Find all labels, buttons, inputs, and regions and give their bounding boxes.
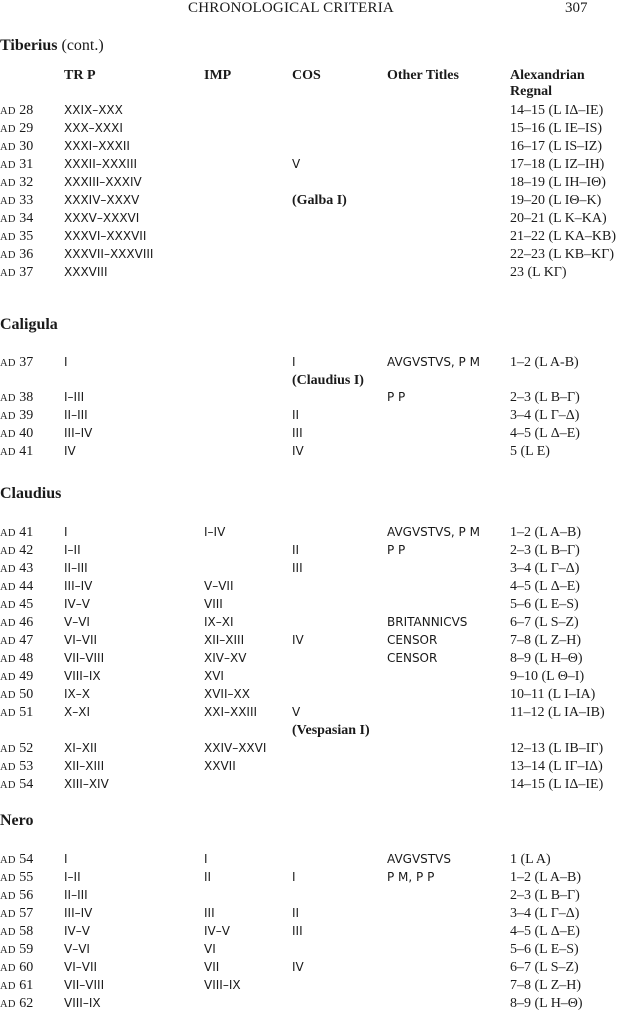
tr-p-cell: II–III bbox=[64, 408, 88, 422]
year-cell bbox=[0, 906, 33, 922]
page-number: 307 bbox=[565, 0, 588, 16]
year-value: 57 bbox=[19, 906, 34, 921]
imp-cell: XVI bbox=[204, 669, 224, 683]
imp-cell: IX–XI bbox=[204, 615, 234, 629]
tr-p-cell: V–VI bbox=[64, 615, 90, 629]
ad-label: AD bbox=[0, 411, 16, 422]
year-cell bbox=[0, 229, 33, 245]
year-value: 56 bbox=[19, 888, 34, 903]
tr-p-cell: VIII–IX bbox=[64, 996, 101, 1010]
tr-p-cell: VII–VIII bbox=[64, 978, 105, 992]
table-row bbox=[0, 996, 618, 1014]
table-row bbox=[0, 852, 618, 870]
tr-p-cell: XXX–XXXI bbox=[64, 121, 123, 135]
year-cell bbox=[0, 687, 33, 703]
year-cell bbox=[0, 741, 33, 757]
tr-p-cell: V–VI bbox=[64, 942, 90, 956]
tr-p-cell: XXIX–XXX bbox=[64, 103, 123, 117]
alexandrian-regnal-cell: 7–8 (L Z–H) bbox=[510, 978, 582, 993]
year-value: 33 bbox=[19, 193, 34, 208]
cos-cell: V bbox=[292, 705, 301, 719]
alexandrian-regnal-cell: 2–3 (L B–Γ) bbox=[510, 888, 580, 903]
year-cell bbox=[0, 408, 33, 424]
ad-label: AD bbox=[0, 214, 16, 225]
cos-cell: V bbox=[292, 157, 301, 171]
alexandrian-regnal-cell: 3–4 (L Γ–Δ) bbox=[510, 906, 580, 921]
imp-cell: VII bbox=[204, 960, 220, 974]
year-value: 49 bbox=[19, 669, 34, 684]
year-value: 61 bbox=[19, 978, 34, 993]
alexandrian-regnal-cell: 1–2 (L A-B) bbox=[510, 355, 579, 370]
other-titles-cell: BRITANNICVS bbox=[387, 615, 468, 629]
imp-cell: I–IV bbox=[204, 525, 226, 539]
year-cell bbox=[0, 960, 33, 976]
ad-label: AD bbox=[0, 672, 16, 683]
table-row bbox=[0, 942, 618, 960]
other-titles-cell: AVGVSTVS, P M bbox=[387, 525, 480, 539]
table-row bbox=[0, 103, 618, 121]
year-value: 44 bbox=[19, 579, 34, 594]
year-cell bbox=[0, 444, 33, 460]
col-header-other-titles: Other Titles bbox=[387, 68, 459, 83]
alexandrian-regnal-cell: 3–4 (L Γ–Δ) bbox=[510, 561, 580, 576]
alexandrian-regnal-cell: 16–17 (L IS–IZ) bbox=[510, 139, 603, 154]
table-row bbox=[0, 390, 618, 408]
year-cell bbox=[0, 870, 33, 886]
year-value: 37 bbox=[19, 355, 34, 370]
tr-p-cell: I bbox=[64, 355, 68, 369]
ad-label: AD bbox=[0, 393, 16, 404]
tr-p-cell: XXXVIII bbox=[64, 265, 108, 279]
imp-cell: VIII–IX bbox=[204, 978, 241, 992]
ad-label: AD bbox=[0, 178, 16, 189]
year-cell bbox=[0, 157, 33, 173]
cos-cell: III bbox=[292, 924, 303, 938]
table-row bbox=[0, 579, 618, 597]
section-name: Caligula bbox=[0, 316, 58, 333]
section-heading-caligula bbox=[0, 316, 58, 334]
year-value: 35 bbox=[19, 229, 34, 244]
ad-label: AD bbox=[0, 124, 16, 135]
other-titles-cell: AVGVSTVS bbox=[387, 852, 451, 866]
table-row bbox=[0, 651, 618, 669]
table-row bbox=[0, 211, 618, 229]
alexandrian-regnal-cell: 1 (L A) bbox=[510, 852, 551, 867]
alexandrian-regnal-cell: 1–2 (L A–B) bbox=[510, 525, 582, 540]
year-value: 32 bbox=[19, 175, 34, 190]
imp-cell: XIV–XV bbox=[204, 651, 247, 665]
alexandrian-regnal-cell: 11–12 (L IA–IB) bbox=[510, 705, 605, 720]
table-row bbox=[0, 175, 618, 193]
year-cell bbox=[0, 924, 33, 940]
ad-label: AD bbox=[0, 999, 16, 1010]
tr-p-cell: I–II bbox=[64, 870, 81, 884]
year-value: 48 bbox=[19, 651, 34, 666]
col-header-cos: COS bbox=[292, 68, 321, 83]
year-cell bbox=[0, 996, 33, 1012]
year-value: 38 bbox=[19, 390, 34, 405]
year-cell bbox=[0, 942, 33, 958]
alexandrian-regnal-cell: 4–5 (L Δ–E) bbox=[510, 924, 580, 939]
year-cell bbox=[0, 597, 33, 613]
table-row bbox=[0, 265, 618, 283]
tr-p-cell: XXXV–XXXVI bbox=[64, 211, 140, 225]
table-row bbox=[0, 705, 618, 723]
tr-p-cell: XII–XIII bbox=[64, 759, 105, 773]
col-header-alexandrian-regnal bbox=[510, 68, 585, 100]
year-cell bbox=[0, 705, 33, 721]
table-row bbox=[0, 978, 618, 996]
ad-label: AD bbox=[0, 654, 16, 665]
year-value: 54 bbox=[19, 852, 34, 867]
ad-label: AD bbox=[0, 564, 16, 575]
year-value: 41 bbox=[19, 525, 34, 540]
tr-p-cell: XXXI–XXXII bbox=[64, 139, 130, 153]
alexandrian-regnal-cell: 3–4 (L Γ–Δ) bbox=[510, 408, 580, 423]
year-cell bbox=[0, 579, 33, 595]
year-cell bbox=[0, 888, 33, 904]
year-value: 45 bbox=[19, 597, 34, 612]
ad-label: AD bbox=[0, 927, 16, 938]
cos-cell: III bbox=[292, 561, 303, 575]
ad-label: AD bbox=[0, 106, 16, 117]
ad-label: AD bbox=[0, 873, 16, 884]
col-header-imp: IMP bbox=[204, 68, 232, 83]
table-row bbox=[0, 247, 618, 265]
alexandrian-regnal-cell: 14–15 (L IΔ–IE) bbox=[510, 103, 604, 118]
year-value: 55 bbox=[19, 870, 34, 885]
tr-p-cell: IV–V bbox=[64, 924, 90, 938]
alexandrian-regnal-cell: 21–22 (L KA–KB) bbox=[510, 229, 617, 244]
alexandrian-regnal-cell: 18–19 (L IH–IΘ) bbox=[510, 175, 606, 190]
ad-label: AD bbox=[0, 708, 16, 719]
table-row bbox=[0, 633, 618, 651]
table-row bbox=[0, 426, 618, 444]
table-row bbox=[0, 525, 618, 543]
ad-label: AD bbox=[0, 160, 16, 171]
year-value: 37 bbox=[19, 265, 34, 280]
tr-p-cell: III–IV bbox=[64, 426, 93, 440]
ad-label: AD bbox=[0, 142, 16, 153]
year-value: 53 bbox=[19, 759, 34, 774]
section-heading-nero bbox=[0, 812, 33, 830]
ad-label: AD bbox=[0, 744, 16, 755]
ad-label: AD bbox=[0, 250, 16, 261]
ad-label: AD bbox=[0, 358, 16, 369]
imp-cell: XII–XIII bbox=[204, 633, 245, 647]
year-value: 40 bbox=[19, 426, 34, 441]
imp-cell: VIII bbox=[204, 597, 223, 611]
year-cell bbox=[0, 211, 33, 227]
ad-label: AD bbox=[0, 855, 16, 866]
tr-p-cell: I bbox=[64, 852, 68, 866]
year-cell bbox=[0, 103, 33, 119]
year-value: 43 bbox=[19, 561, 34, 576]
tr-p-cell: VI–VII bbox=[64, 960, 98, 974]
section-name: Tiberius bbox=[0, 37, 58, 54]
year-value: 60 bbox=[19, 960, 34, 975]
table-row bbox=[0, 193, 618, 211]
year-value: 59 bbox=[19, 942, 34, 957]
ad-label: AD bbox=[0, 636, 16, 647]
table-row bbox=[0, 906, 618, 924]
imp-cell: V–VII bbox=[204, 579, 234, 593]
cos-cell: III bbox=[292, 426, 303, 440]
alexandrian-regnal-cell: 5 (L E) bbox=[510, 444, 550, 459]
year-cell bbox=[0, 265, 33, 281]
year-cell bbox=[0, 633, 33, 649]
year-value: 41 bbox=[19, 444, 34, 459]
table-row bbox=[0, 597, 618, 615]
table-row bbox=[0, 669, 618, 687]
cos-cell: II bbox=[292, 408, 300, 422]
alexandrian-regnal-cell: 23 (L KΓ) bbox=[510, 265, 567, 280]
page-title: CHRONOLOGICAL CRITERIA bbox=[188, 0, 394, 16]
year-value: 29 bbox=[19, 121, 34, 136]
table-row bbox=[0, 759, 618, 777]
cos-cell: II bbox=[292, 543, 300, 557]
alexandrian-regnal-cell: 20–21 (L K–KA) bbox=[510, 211, 607, 226]
running-header bbox=[0, 0, 618, 18]
tr-p-cell: XXXIII–XXXIV bbox=[64, 175, 142, 189]
ad-label: AD bbox=[0, 196, 16, 207]
year-cell bbox=[0, 355, 33, 371]
cos-cell: IV bbox=[292, 633, 304, 647]
alexandrian-regnal-cell: 13–14 (L IΓ–IΔ) bbox=[510, 759, 603, 774]
tr-p-cell: VI–VII bbox=[64, 633, 98, 647]
ad-label: AD bbox=[0, 963, 16, 974]
tr-p-cell: VIII–IX bbox=[64, 669, 101, 683]
consul-colleague-note: (Vespasian I) bbox=[292, 723, 370, 738]
ad-label: AD bbox=[0, 528, 16, 539]
ad-label: AD bbox=[0, 762, 16, 773]
ad-label: AD bbox=[0, 618, 16, 629]
section-heading-claudius bbox=[0, 485, 61, 503]
imp-cell: II bbox=[204, 870, 212, 884]
tr-p-cell: XXXIV–XXXV bbox=[64, 193, 140, 207]
tr-p-cell: IV–V bbox=[64, 597, 90, 611]
year-cell bbox=[0, 193, 33, 209]
year-cell bbox=[0, 139, 33, 155]
alexandrian-regnal-cell: 17–18 (L IZ–IH) bbox=[510, 157, 605, 172]
tr-p-cell: I–III bbox=[64, 390, 85, 404]
other-titles-cell: CENSOR bbox=[387, 633, 438, 647]
table-row bbox=[0, 229, 618, 247]
other-titles-cell: AVGVSTVS, P M bbox=[387, 355, 480, 369]
alexandrian-regnal-cell: 15–16 (L IE–IS) bbox=[510, 121, 603, 136]
table-row bbox=[0, 139, 618, 157]
tr-p-cell: I bbox=[64, 525, 68, 539]
year-cell bbox=[0, 852, 33, 868]
imp-cell: XXVII bbox=[204, 759, 236, 773]
tr-p-cell: III–IV bbox=[64, 579, 93, 593]
alexandrian-regnal-cell: 19–20 (L IΘ–K) bbox=[510, 193, 602, 208]
tr-p-cell: II–III bbox=[64, 561, 88, 575]
year-cell bbox=[0, 543, 33, 559]
year-value: 34 bbox=[19, 211, 34, 226]
imp-cell: XVII–XX bbox=[204, 687, 250, 701]
table-row bbox=[0, 870, 618, 888]
year-cell bbox=[0, 978, 33, 994]
alexandrian-regnal-cell: 7–8 (L Z–H) bbox=[510, 633, 582, 648]
tr-p-cell: XXXII–XXXIII bbox=[64, 157, 138, 171]
ad-label: AD bbox=[0, 429, 16, 440]
table-row bbox=[0, 687, 618, 705]
year-value: 51 bbox=[19, 705, 34, 720]
alexandrian-regnal-cell: 14–15 (L IΔ–IE) bbox=[510, 777, 604, 792]
year-cell bbox=[0, 247, 33, 263]
year-cell bbox=[0, 525, 33, 541]
section-suffix: (cont.) bbox=[61, 37, 104, 54]
imp-cell: XXIV–XXVI bbox=[204, 741, 267, 755]
col-header-tr-p: TR P bbox=[64, 68, 96, 83]
ad-label: AD bbox=[0, 447, 16, 458]
year-cell bbox=[0, 615, 33, 631]
table-row bbox=[0, 561, 618, 579]
tr-p-cell: IX–X bbox=[64, 687, 90, 701]
alexandrian-regnal-cell: 9–10 (L Θ–I) bbox=[510, 669, 585, 684]
year-value: 31 bbox=[19, 157, 34, 172]
tr-p-cell: III–IV bbox=[64, 906, 93, 920]
year-cell bbox=[0, 175, 33, 191]
year-cell bbox=[0, 561, 33, 577]
tr-p-cell: XXXVI–XXXVII bbox=[64, 229, 147, 243]
table-row bbox=[0, 741, 618, 759]
tr-p-cell: II–III bbox=[64, 888, 88, 902]
year-cell bbox=[0, 121, 33, 137]
table-row bbox=[0, 408, 618, 426]
table-row bbox=[0, 121, 618, 139]
ad-label: AD bbox=[0, 690, 16, 701]
table-row bbox=[0, 924, 618, 942]
imp-cell: VI bbox=[204, 942, 216, 956]
alexandrian-regnal-cell: 6–7 (L S–Z) bbox=[510, 615, 579, 630]
alexandrian-regnal-cell: 6–7 (L S–Z) bbox=[510, 960, 579, 975]
year-value: 39 bbox=[19, 408, 34, 423]
cos-cell: IV bbox=[292, 960, 304, 974]
alexandrian-regnal-cell: 8–9 (L H–Θ) bbox=[510, 996, 583, 1011]
ad-label: AD bbox=[0, 909, 16, 920]
imp-cell: IV–V bbox=[204, 924, 230, 938]
year-value: 54 bbox=[19, 777, 34, 792]
ad-label: AD bbox=[0, 600, 16, 611]
alexandrian-regnal-cell: 8–9 (L H–Θ) bbox=[510, 651, 583, 666]
table-row bbox=[0, 355, 618, 373]
alexandrian-regnal-cell: 22–23 (L KB–KΓ) bbox=[510, 247, 615, 262]
cos-cell: IV bbox=[292, 444, 304, 458]
alexandrian-regnal-cell: 4–5 (L Δ–E) bbox=[510, 579, 580, 594]
tr-p-cell: X–XI bbox=[64, 705, 90, 719]
year-cell bbox=[0, 777, 33, 793]
col-header-regnal: Regnal bbox=[510, 84, 552, 99]
table-row bbox=[0, 157, 618, 175]
alexandrian-regnal-cell: 5–6 (L E–S) bbox=[510, 597, 579, 612]
year-value: 62 bbox=[19, 996, 34, 1011]
year-cell bbox=[0, 759, 33, 775]
year-cell bbox=[0, 390, 33, 406]
year-value: 42 bbox=[19, 543, 34, 558]
ad-label: AD bbox=[0, 582, 16, 593]
section-name: Claudius bbox=[0, 485, 62, 502]
year-value: 30 bbox=[19, 139, 34, 154]
other-titles-cell: P P bbox=[387, 543, 406, 557]
ad-label: AD bbox=[0, 891, 16, 902]
ad-label: AD bbox=[0, 546, 16, 557]
imp-cell: I bbox=[204, 852, 208, 866]
table-row bbox=[0, 777, 618, 795]
year-value: 52 bbox=[19, 741, 34, 756]
ad-label: AD bbox=[0, 945, 16, 956]
cos-cell: I bbox=[292, 355, 296, 369]
table-row bbox=[0, 888, 618, 906]
ad-label: AD bbox=[0, 780, 16, 791]
ad-label: AD bbox=[0, 268, 16, 279]
alexandrian-regnal-cell: 12–13 (L IB–IΓ) bbox=[510, 741, 604, 756]
table-row bbox=[0, 615, 618, 633]
cos-cell: (Galba I) bbox=[292, 193, 347, 208]
year-value: 58 bbox=[19, 924, 34, 939]
tr-p-cell: XXXVII–XXXVIII bbox=[64, 247, 154, 261]
alexandrian-regnal-cell: 1–2 (L A–B) bbox=[510, 870, 582, 885]
year-value: 50 bbox=[19, 687, 34, 702]
imp-cell: XXI–XXIII bbox=[204, 705, 258, 719]
cos-cell: I bbox=[292, 870, 296, 884]
other-titles-cell: CENSOR bbox=[387, 651, 438, 665]
alexandrian-regnal-cell: 2–3 (L B–Γ) bbox=[510, 543, 580, 558]
ad-label: AD bbox=[0, 981, 16, 992]
other-titles-cell: P M, P P bbox=[387, 870, 435, 884]
section-heading-tiberius bbox=[0, 37, 104, 55]
tr-p-cell: IV bbox=[64, 444, 76, 458]
alexandrian-regnal-cell: 4–5 (L Δ–E) bbox=[510, 426, 580, 441]
tr-p-cell: XIII–XIV bbox=[64, 777, 109, 791]
year-cell bbox=[0, 651, 33, 667]
table-row bbox=[0, 543, 618, 561]
ad-label: AD bbox=[0, 232, 16, 243]
section-name: Nero bbox=[0, 812, 34, 829]
year-value: 28 bbox=[19, 103, 34, 118]
imp-cell: III bbox=[204, 906, 215, 920]
col-header-alexandrian: Alexandrian bbox=[510, 68, 585, 83]
tr-p-cell: I–II bbox=[64, 543, 81, 557]
consul-colleague-note: (Claudius I) bbox=[292, 373, 364, 388]
tr-p-cell: XI–XII bbox=[64, 741, 98, 755]
other-titles-cell: P P bbox=[387, 390, 406, 404]
alexandrian-regnal-cell: 10–11 (L I–IA) bbox=[510, 687, 596, 702]
table-row bbox=[0, 444, 618, 462]
alexandrian-regnal-cell: 5–6 (L E–S) bbox=[510, 942, 579, 957]
year-value: 46 bbox=[19, 615, 34, 630]
alexandrian-regnal-cell: 2–3 (L B–Γ) bbox=[510, 390, 580, 405]
tr-p-cell: VII–VIII bbox=[64, 651, 105, 665]
cos-cell: II bbox=[292, 906, 300, 920]
year-cell bbox=[0, 669, 33, 685]
year-cell bbox=[0, 426, 33, 442]
table-row bbox=[0, 960, 618, 978]
year-value: 36 bbox=[19, 247, 34, 262]
year-value: 47 bbox=[19, 633, 34, 648]
